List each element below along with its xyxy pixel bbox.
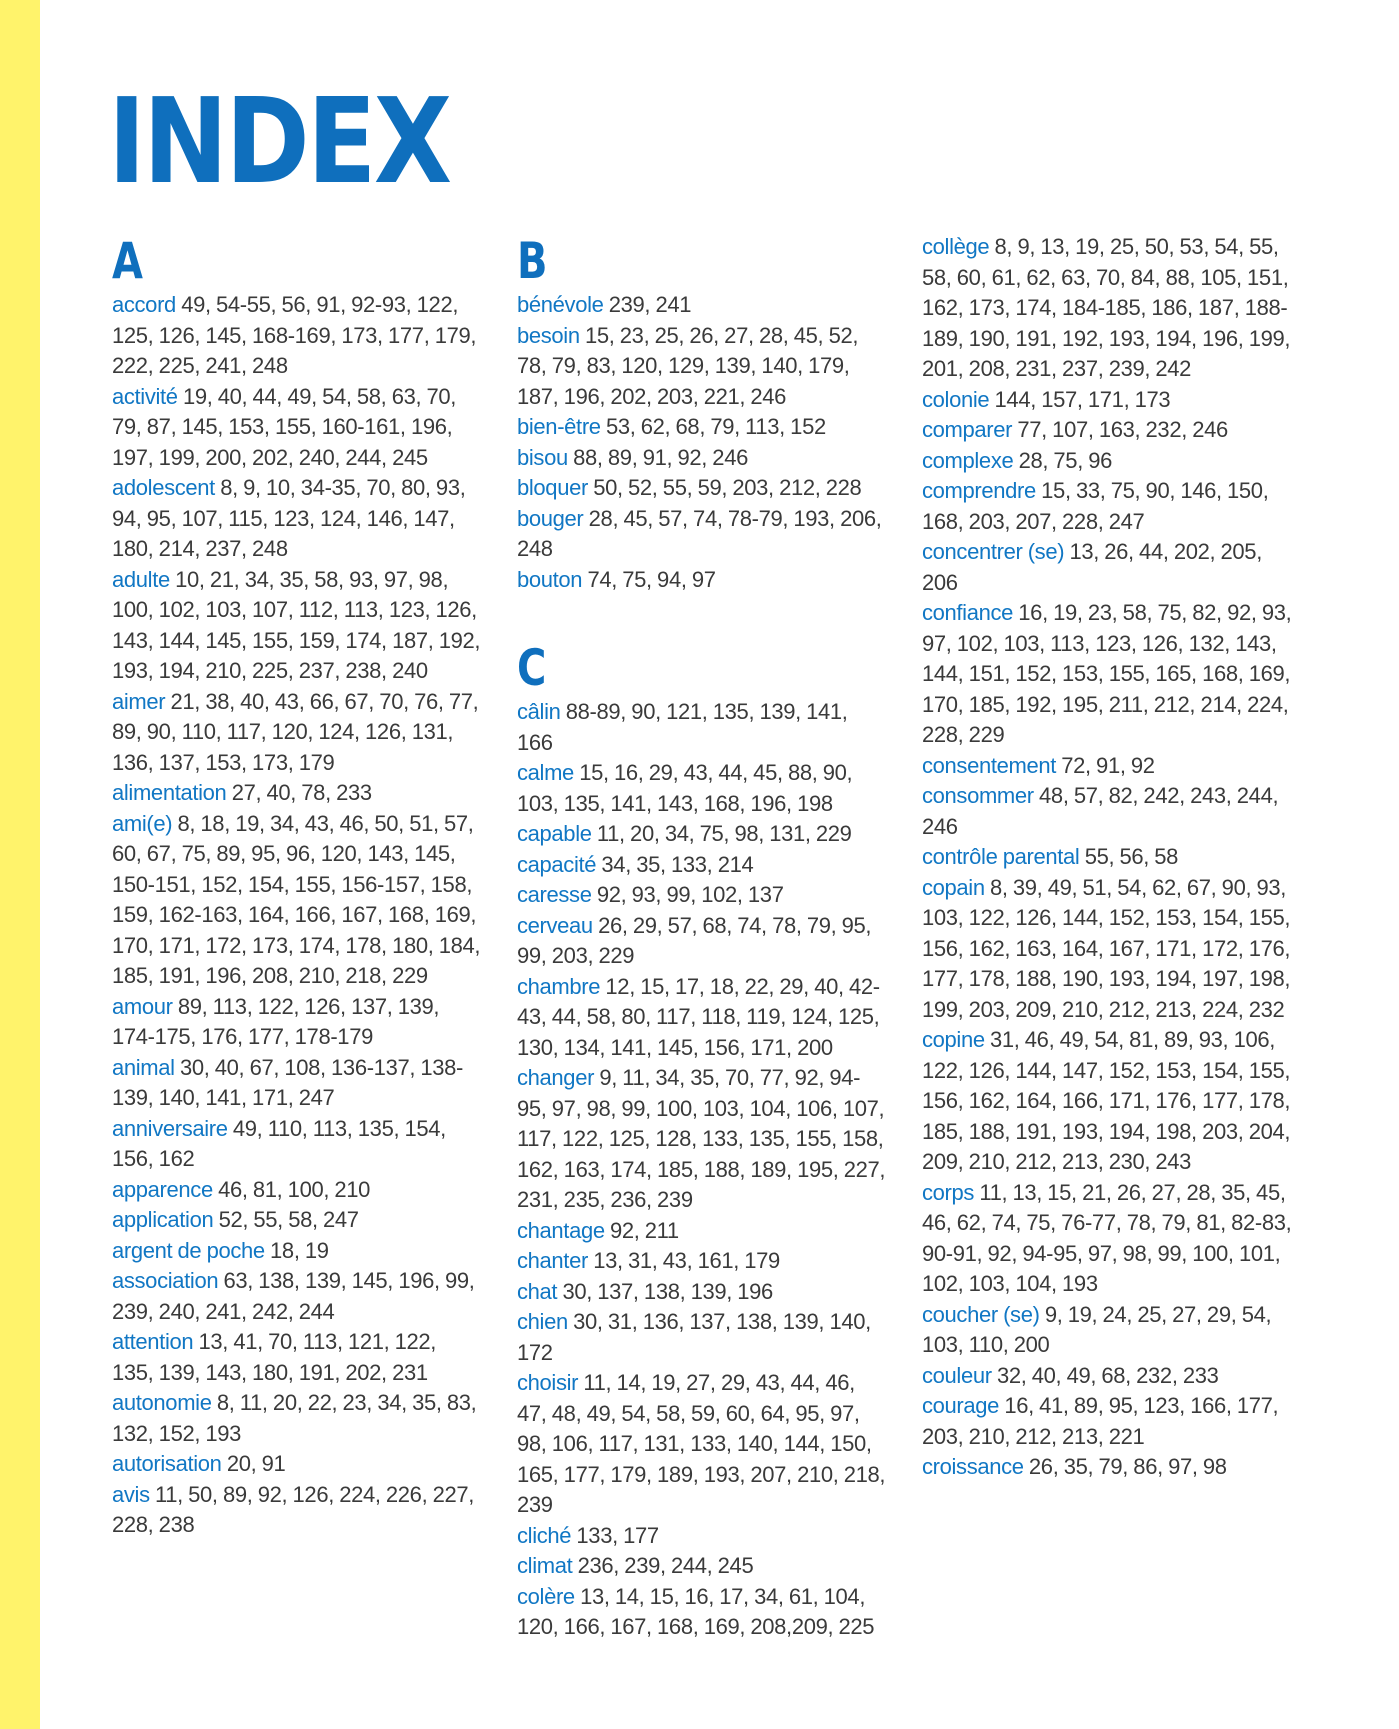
- index-term: calme: [517, 760, 574, 785]
- index-entry: [922, 446, 1292, 477]
- index-entry: [517, 697, 887, 758]
- index-entry: [112, 1205, 482, 1236]
- index-entry: [112, 687, 482, 779]
- index-entry: [517, 1368, 887, 1521]
- index-entry: [112, 1266, 482, 1327]
- index-entry: [922, 842, 1292, 873]
- index-term: association: [112, 1268, 219, 1293]
- index-term: alimentation: [112, 780, 227, 805]
- index-term: capacité: [517, 851, 597, 877]
- index-entry: [517, 504, 887, 565]
- index-entry: [517, 1521, 887, 1552]
- index-term: caresse: [517, 882, 592, 907]
- index-term: courage: [922, 1393, 1000, 1418]
- index-page-numbers: 52, 55, 58, 247: [218, 1207, 359, 1232]
- index-page-numbers: 12, 15, 17, 18, 22, 29, 40, 42-43, 44, 58, 80, 117, 118, 119, 124, 125, 130, 134, 141, 145, 156, 171, 200: [517, 973, 880, 1060]
- section-b-entries: [517, 290, 887, 595]
- index-page-numbers: 15, 23, 25, 26, 27, 28, 45, 52, 78, 79, 83, 120, 129, 139, 140, 179, 187, 196, 202, 203, 221, 246: [517, 322, 859, 409]
- index-entry: [517, 565, 887, 596]
- index-page-numbers: 30, 137, 138, 139, 196: [562, 1278, 773, 1304]
- index-page-numbers: 21, 38, 40, 43, 66, 67, 70, 76, 77, 89, 90, 110, 117, 120, 124, 126, 131, 136, 137, 153, 173, 179: [112, 688, 479, 775]
- index-term: choisir: [517, 1370, 579, 1395]
- side-color-bar: [0, 0, 40, 1729]
- index-entry: [922, 1178, 1292, 1300]
- index-entry: [517, 321, 887, 413]
- index-page-numbers: 11, 50, 89, 92, 126, 224, 226, 227, 228, 238: [112, 1481, 475, 1537]
- index-term: amour: [112, 993, 173, 1019]
- index-entry: [922, 1452, 1292, 1483]
- index-entry: [517, 819, 887, 850]
- index-term: chat: [517, 1278, 558, 1304]
- index-term: colonie: [922, 386, 990, 412]
- index-page-numbers: 8, 9, 13, 19, 25, 50, 53, 54, 55, 58, 60, 61, 62, 63, 70, 84, 88, 105, 151, 162, 173, 174, 184-185, 186, 187, 188-189, 190, 191, 192, 193, 194, 196, 199, 201, 208, 231, 237, 239, 242: [922, 234, 1291, 381]
- page-title: INDEX: [108, 72, 450, 210]
- index-term: adulte: [112, 566, 170, 592]
- index-entry: [112, 1053, 482, 1114]
- index-term: couleur: [922, 1362, 992, 1388]
- index-term: chambre: [517, 973, 601, 999]
- index-entry: [112, 1175, 482, 1206]
- index-term: avis: [112, 1481, 150, 1507]
- index-entry: [517, 972, 887, 1064]
- index-page-numbers: 8, 18, 19, 34, 43, 46, 50, 51, 57, 60, 67, 75, 89, 95, 96, 120, 143, 145, 150-151, 152, 154, 155, 156-157, 158, 159, 162-163, 164, 166, 167, 168, 169, 170, 171, 172, 173, 174, 178, 180, 184, 185, 191, 196, 208, 210, 218, 229: [112, 810, 481, 988]
- index-page-numbers: 28, 45, 57, 74, 78-79, 193, 206, 248: [517, 505, 882, 561]
- index-term: accord: [112, 292, 176, 317]
- index-page-numbers: 88-89, 90, 121, 135, 139, 141, 166: [517, 699, 848, 755]
- index-column-1: [112, 232, 482, 1541]
- index-term: comprendre: [922, 478, 1036, 503]
- index-entry: [922, 1361, 1292, 1392]
- index-page-numbers: 27, 40, 78, 233: [231, 780, 372, 805]
- index-page-numbers: 11, 20, 34, 75, 98, 131, 229: [596, 821, 852, 846]
- index-page-numbers: 8, 9, 10, 34-35, 70, 80, 93, 94, 95, 107, 115, 123, 124, 146, 147, 180, 214, 237, 248: [112, 475, 466, 561]
- index-entry: [112, 1327, 482, 1388]
- index-entry: [112, 473, 482, 565]
- index-page-numbers: 9, 19, 24, 25, 27, 29, 54, 103, 110, 200: [922, 1301, 1272, 1357]
- index-entry: [517, 850, 887, 881]
- index-page-numbers: 18, 19: [270, 1237, 329, 1263]
- index-page-numbers: 31, 46, 49, 54, 81, 89, 93, 106, 122, 126, 144, 147, 152, 153, 154, 155, 156, 162, 164, 166, 171, 176, 177, 178, 185, 188, 191, 193, 194, 198, 203, 204, 209, 210, 212, 213, 230, 243: [922, 1027, 1291, 1174]
- index-page-numbers: 13, 41, 70, 113, 121, 122, 135, 139, 143, 180, 191, 202, 231: [112, 1329, 437, 1385]
- index-page-numbers: 19, 40, 44, 49, 54, 58, 63, 70, 79, 87, 145, 153, 155, 160-161, 196, 197, 199, 200, 202, 240, 244, 245: [112, 383, 457, 470]
- index-entry: [922, 781, 1292, 842]
- index-page-numbers: 13, 14, 15, 16, 17, 34, 61, 104, 120, 166, 167, 168, 169, 208,209, 225: [517, 1583, 875, 1639]
- index-entry: [922, 1391, 1292, 1452]
- index-page-numbers: 74, 75, 94, 97: [587, 566, 716, 592]
- index-page-numbers: 8, 39, 49, 51, 54, 62, 67, 90, 93, 103, 122, 126, 144, 152, 153, 154, 155, 156, 162, 163, 164, 167, 171, 172, 176, 177, 178, 188, 190, 193, 194, 197, 198, 199, 203, 209, 210, 212, 213, 224, 232: [922, 874, 1291, 1022]
- index-term: comparer: [922, 417, 1013, 442]
- index-entry: [112, 565, 482, 687]
- index-term: complexe: [922, 447, 1014, 473]
- index-term: colère: [517, 1583, 575, 1609]
- index-page-numbers: 144, 157, 171, 173: [994, 386, 1171, 412]
- index-page-numbers: 15, 33, 75, 90, 146, 150, 168, 203, 207, 228, 247: [922, 478, 1269, 534]
- index-term: chien: [517, 1309, 568, 1334]
- index-entry: [922, 873, 1292, 1026]
- index-entry: [922, 537, 1292, 598]
- index-page-numbers: 13, 26, 44, 202, 205, 206: [922, 539, 1262, 595]
- index-entry: [517, 1216, 887, 1247]
- index-page-numbers: 133, 177: [576, 1522, 659, 1548]
- index-page-numbers: 49, 54-55, 56, 91, 92-93, 122, 125, 126, 145, 168-169, 173, 177, 179, 222, 225, 241, 248: [112, 292, 477, 378]
- index-page-numbers: 49, 110, 113, 135, 154, 156, 162: [112, 1115, 446, 1171]
- index-entry: [112, 1449, 482, 1480]
- index-page-numbers: 92, 93, 99, 102, 137: [596, 882, 784, 907]
- index-entry: [922, 415, 1292, 446]
- index-term: consentement: [922, 752, 1056, 778]
- section-letter-c: C: [517, 639, 547, 697]
- index-term: corps: [922, 1179, 975, 1205]
- index-entry: [112, 1236, 482, 1267]
- index-term: ami(e): [112, 810, 173, 836]
- index-term: autonomie: [112, 1390, 212, 1415]
- index-entry: [922, 232, 1292, 385]
- index-page-numbers: 26, 35, 79, 86, 97, 98: [1028, 1454, 1227, 1479]
- index-page-numbers: 10, 21, 34, 35, 58, 93, 97, 98, 100, 102, 103, 107, 112, 113, 123, 126, 143, 144, 145, 155, 159, 174, 187, 192, 193, 194, 210, 225, 237, 238, 240: [112, 566, 481, 683]
- index-entry: [517, 290, 887, 321]
- index-page-numbers: 46, 81, 100, 210: [218, 1176, 371, 1202]
- index-entry: [517, 1582, 887, 1643]
- index-term: copain: [922, 874, 985, 900]
- index-entry: [517, 911, 887, 972]
- index-entry: [517, 880, 887, 911]
- index-entry: [517, 1063, 887, 1216]
- index-term: cliché: [517, 1522, 572, 1548]
- index-term: anniversaire: [112, 1115, 228, 1141]
- index-term: confiance: [922, 600, 1014, 625]
- index-entry: [922, 385, 1292, 416]
- index-entry: [112, 290, 482, 382]
- index-term: adolescent: [112, 475, 215, 500]
- index-page-numbers: 16, 41, 89, 95, 123, 166, 177, 203, 210, 212, 213, 221: [922, 1393, 1279, 1449]
- index-page-numbers: 77, 107, 163, 232, 246: [1017, 417, 1228, 442]
- index-term: consommer: [922, 783, 1034, 808]
- index-page-numbers: 88, 89, 91, 92, 246: [573, 444, 748, 470]
- index-term: autorisation: [112, 1451, 222, 1476]
- index-term: collège: [922, 234, 990, 259]
- index-term: besoin: [517, 322, 580, 348]
- index-entry: [517, 1277, 887, 1308]
- index-term: animal: [112, 1054, 175, 1080]
- index-term: copine: [922, 1027, 985, 1052]
- index-page-numbers: 236, 239, 244, 245: [577, 1553, 754, 1578]
- index-column-3: [922, 232, 1292, 1483]
- section-letter-b: B: [517, 232, 548, 290]
- index-term: climat: [517, 1553, 573, 1578]
- index-entry: [112, 992, 482, 1053]
- index-entry: [922, 476, 1292, 537]
- index-term: application: [112, 1207, 214, 1232]
- index-term: bouton: [517, 566, 583, 592]
- index-entry: [112, 1388, 482, 1449]
- index-page-numbers: 92, 211: [610, 1217, 679, 1243]
- section-a-entries: [112, 290, 482, 1541]
- index-page-numbers: 13, 31, 43, 161, 179: [593, 1248, 780, 1273]
- index-entry: [112, 809, 482, 992]
- index-entry: [517, 1246, 887, 1277]
- index-entry: [517, 1551, 887, 1582]
- index-page-numbers: 26, 29, 57, 68, 74, 78, 79, 95, 99, 203, 229: [517, 912, 872, 968]
- index-entry: [922, 598, 1292, 751]
- index-term: concentrer (se): [922, 539, 1065, 564]
- index-entry: [517, 412, 887, 443]
- index-term: coucher (se): [922, 1301, 1040, 1327]
- index-page-numbers: 11, 13, 15, 21, 26, 27, 28, 35, 45, 46, 62, 74, 75, 76-77, 78, 79, 81, 82-83, 90-91, 92, 94-95, 97, 98, 99, 100, 101, 102, 103, 104, 193: [922, 1179, 1292, 1296]
- index-entry: [517, 1307, 887, 1368]
- index-page-numbers: 239, 241: [608, 292, 692, 317]
- index-column-2: [517, 232, 887, 1643]
- index-page-numbers: 48, 57, 82, 242, 243, 244, 246: [922, 783, 1279, 839]
- index-page-numbers: 89, 113, 122, 126, 137, 139, 174-175, 176, 177, 178-179: [112, 993, 440, 1049]
- index-entry: [112, 1114, 482, 1175]
- index-term: bouger: [517, 505, 584, 531]
- section-letter-a: A: [112, 232, 143, 290]
- index-term: câlin: [517, 699, 561, 724]
- index-page-numbers: 15, 16, 29, 43, 44, 45, 88, 90, 103, 135, 141, 143, 168, 196, 198: [517, 760, 853, 816]
- index-term: aimer: [112, 688, 166, 714]
- section-c-entries: [517, 697, 887, 1643]
- index-page-numbers: 8, 11, 20, 22, 23, 34, 35, 83, 132, 152, 193: [112, 1390, 477, 1446]
- index-page-numbers: 20, 91: [226, 1451, 286, 1476]
- index-term: contrôle parental: [922, 844, 1080, 869]
- index-term: activité: [112, 383, 178, 409]
- index-entry: [112, 382, 482, 474]
- index-page-numbers: 9, 11, 34, 35, 70, 77, 92, 94-95, 97, 98, 99, 100, 103, 104, 106, 107, 117, 122, 125, 128, 133, 135, 155, 158, 162, 163, 174, 185, 188, 189, 195, 227, 231, 235, 236, 239: [517, 1065, 886, 1212]
- index-term: chantage: [517, 1217, 605, 1243]
- index-page-numbers: 11, 14, 19, 27, 29, 43, 44, 46, 47, 48, 49, 54, 58, 59, 60, 64, 95, 97, 98, 106, 117, 131, 133, 140, 144, 150, 165, 177, 179, 189, 193, 207, 210, 218, 239: [517, 1370, 886, 1517]
- index-term: chanter: [517, 1248, 588, 1273]
- index-term: changer: [517, 1065, 595, 1090]
- index-term: bisou: [517, 444, 568, 470]
- index-entry: [517, 443, 887, 474]
- index-entry: [112, 778, 482, 809]
- index-term: capable: [517, 821, 592, 846]
- index-entry: [112, 1480, 482, 1541]
- index-entry: [517, 758, 887, 819]
- index-page-numbers: 34, 35, 133, 214: [601, 851, 754, 877]
- index-term: cerveau: [517, 912, 593, 938]
- index-term: bloquer: [517, 475, 588, 500]
- section-c-continued-entries: [922, 232, 1292, 1483]
- index-entry: [922, 751, 1292, 782]
- index-term: apparence: [112, 1176, 213, 1202]
- section-gap: [517, 595, 887, 639]
- index-entry: [922, 1300, 1292, 1361]
- index-page-numbers: 53, 62, 68, 79, 113, 152: [605, 414, 826, 439]
- index-term: attention: [112, 1329, 194, 1354]
- index-page-numbers: 72, 91, 92: [1061, 752, 1155, 778]
- index-term: argent de poche: [112, 1237, 265, 1263]
- index-page-numbers: 30, 31, 136, 137, 138, 139, 140, 172: [517, 1309, 871, 1365]
- index-entry: [922, 1025, 1292, 1178]
- index-page-numbers: 55, 56, 58: [1084, 844, 1179, 869]
- index-page-numbers: 50, 52, 55, 59, 203, 212, 228: [593, 475, 862, 500]
- index-entry: [517, 473, 887, 504]
- index-page-numbers: 28, 75, 96: [1018, 447, 1112, 473]
- index-term: bénévole: [517, 292, 604, 317]
- index-page-numbers: 16, 19, 23, 58, 75, 82, 92, 93, 97, 102, 103, 113, 123, 126, 132, 143, 144, 151, 152, 153, 155, 165, 168, 169, 170, 185, 192, 195, 211, 212, 214, 224, 228, 229: [922, 600, 1292, 747]
- index-page-numbers: 30, 40, 67, 108, 136-137, 138-139, 140, 141, 171, 247: [112, 1054, 463, 1110]
- index-page-numbers: 63, 138, 139, 145, 196, 99, 239, 240, 241, 242, 244: [112, 1268, 475, 1324]
- index-term: bien-être: [517, 414, 601, 439]
- index-page-numbers: 32, 40, 49, 68, 232, 233: [996, 1362, 1219, 1388]
- index-term: croissance: [922, 1454, 1024, 1479]
